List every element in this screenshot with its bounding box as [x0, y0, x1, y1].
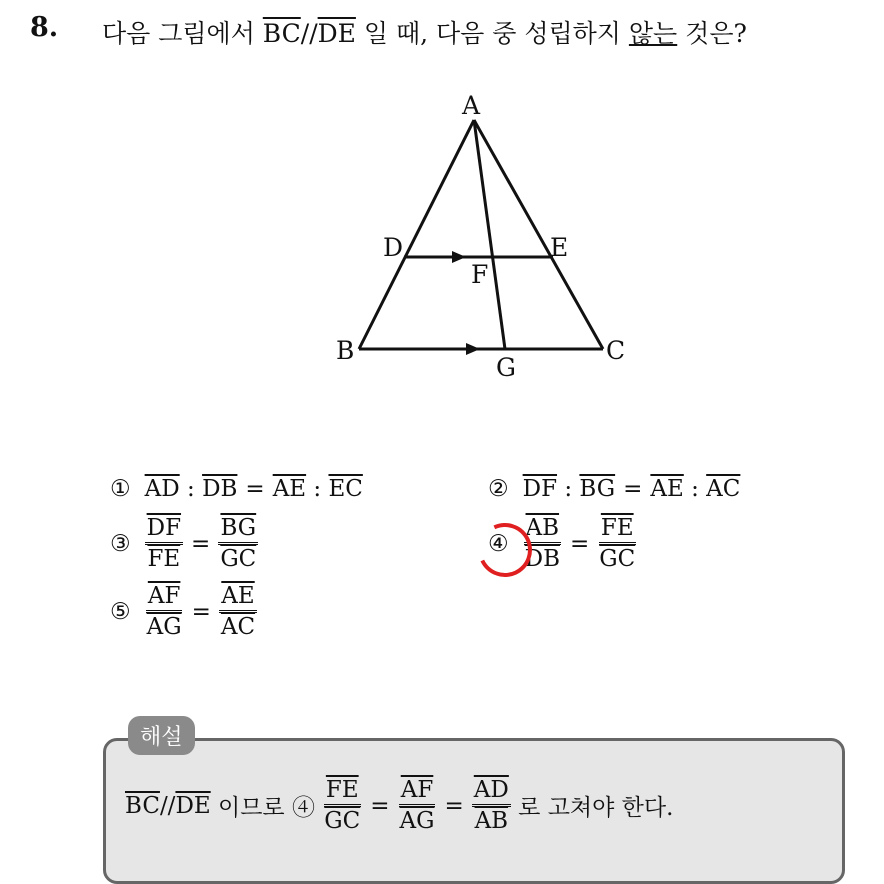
- segment-term: $\overline{AE}$: [650, 476, 684, 502]
- choice-5[interactable]: ⑤ $\frac{\overline{AF}}{AG}$ = $\frac{\overline{AE}}{AC}$: [110, 583, 256, 641]
- choice-number: ①: [110, 476, 131, 502]
- question-text-post: 것은?: [677, 19, 747, 48]
- fraction: $\frac{\overline{DF}}{FE}$: [146, 515, 182, 573]
- question-text-pre: 다음 그림에서: [102, 19, 263, 48]
- emphasis-text: 않는: [628, 19, 678, 48]
- segment-term: $\overline{AC}$: [706, 476, 741, 502]
- fraction: $\frac{\overline{BG}}{GC}$: [220, 515, 257, 573]
- fraction: $\frac{\overline{AF}}{AG}$: [399, 777, 435, 835]
- fraction: $\frac{\overline{AD}}{AB}$: [473, 777, 509, 835]
- fraction: $\frac{\overline{FE}}{GC}$: [324, 777, 361, 835]
- label-d: D: [383, 233, 404, 262]
- solution-text-1: 이므로 ④: [210, 795, 323, 822]
- segment-term: $\overline{DB}$: [202, 476, 238, 502]
- side-ac: [474, 120, 603, 349]
- label-g: G: [496, 353, 516, 382]
- segment-term: $\overline{AE}$: [272, 476, 307, 502]
- fraction: $\frac{\overline{AB}}{DB}$: [524, 515, 560, 573]
- fraction: $\frac{\overline{AE}}{AC}$: [220, 583, 256, 641]
- solution-text: $\overline{BC}$ // $\overline{DE}$ 이므로 ④ $\frac{\overline{FE}}{GC}$ = $\frac{\overline{AF}}{AG}$ = $\frac{\overline{AD}}{AB}$ 로 고쳐야 한다.: [125, 777, 674, 835]
- label-a: A: [462, 91, 481, 120]
- choice-1[interactable]: ① $\overline{AD}$ : $\overline{DB}$ = $\overline{AE}$ : $\overline{EC}$: [110, 476, 363, 502]
- question-number: 8.: [30, 12, 59, 43]
- choice-number: ②: [488, 476, 509, 502]
- segment-ag: [474, 120, 505, 349]
- question-text-mid: 일 때, 다음 중 성립하지: [355, 19, 629, 48]
- parallel-symbol: //: [159, 792, 176, 819]
- segment-term: $\overline{BG}$: [579, 476, 616, 502]
- choice-number: ④: [488, 531, 509, 557]
- choice-number: ③: [110, 530, 131, 557]
- parallel-symbol: //: [300, 19, 318, 48]
- side-ab: [359, 120, 474, 349]
- segment-term: $\overline{AD}$: [144, 476, 180, 502]
- choice-3[interactable]: ③ $\frac{\overline{DF}}{FE}$ = $\frac{\overline{BG}}{GC}$: [110, 515, 257, 573]
- arrow-de: [452, 251, 466, 263]
- segment-term: $\overline{EC}$: [328, 476, 363, 502]
- solution-tag: 해설: [128, 716, 195, 755]
- fraction: $\frac{\overline{AF}}{AG}$: [146, 583, 182, 641]
- segment-de: $\overline{DE}$: [175, 792, 211, 819]
- arrow-bg: [466, 343, 480, 355]
- choice-number: ⑤: [110, 598, 131, 625]
- segment-bc: $\overline{BC}$: [262, 19, 301, 48]
- label-c: C: [606, 336, 626, 365]
- segment-de: $\overline{DE}$: [317, 19, 356, 48]
- segment-term: $\overline{DF}$: [522, 476, 558, 502]
- label-b: B: [336, 336, 355, 365]
- fraction: $\frac{\overline{FE}}{GC}$: [599, 515, 636, 573]
- choice-2[interactable]: ② $\overline{DF}$ : $\overline{BG}$ = $\overline{AE}$ : $\overline{AC}$: [488, 476, 741, 502]
- solution-text-2: 로 고쳐야 한다.: [510, 795, 674, 822]
- choice-4[interactable]: ④ $\frac{\overline{AB}}{DB}$ = $\frac{\overline{FE}}{GC}$: [488, 516, 637, 571]
- label-f: F: [471, 260, 489, 289]
- segment-bc: $\overline{BC}$: [125, 792, 160, 819]
- label-e: E: [550, 233, 569, 262]
